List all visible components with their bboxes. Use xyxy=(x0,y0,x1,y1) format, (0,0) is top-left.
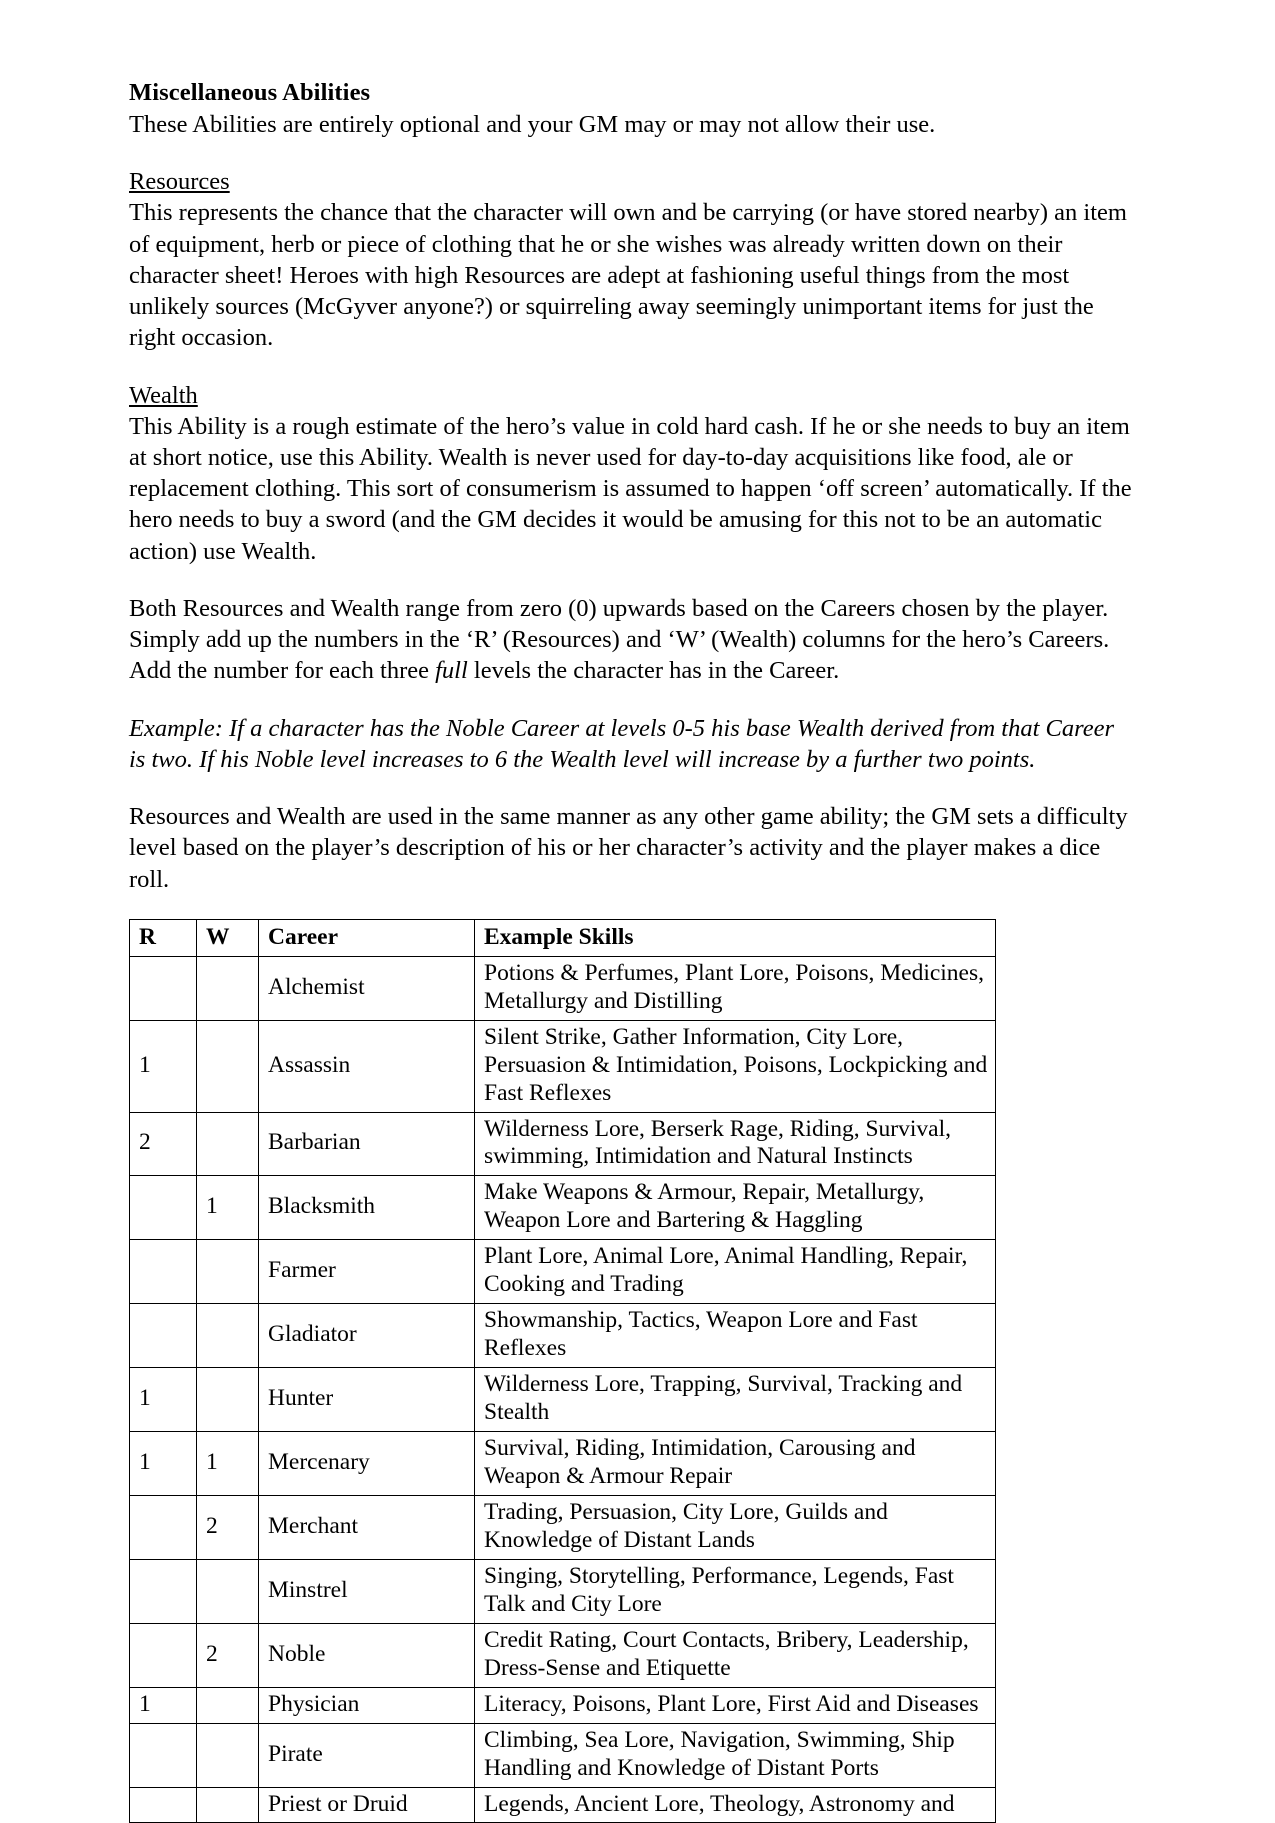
resources-paragraph: This represents the chance that the character will own and be carrying (or have stored nearby) an item of equipment, herb or piece of clothing that he or she wishes was already written down on their character sheet! Heroes with high Resources are adept at fashioning useful things from the most unlikely sources (McGyver anyone?) or squirreling away seemingly unimportant items for just the right occasion. xyxy=(129,199,1127,352)
rules-emphasis: full xyxy=(435,657,468,685)
wealth-label: Wealth xyxy=(129,381,198,409)
rules-part-one: Both Resources and Wealth range from zero (0) upwards based on the Careers chosen by the player. Simply add up the numbers in the ‘R’ (Resources) and ‘W’ (Wealth) columns for the hero’s Careers. Add the number for each three xyxy=(129,594,1110,685)
cell-resources: 1 xyxy=(130,1687,197,1723)
cell-example-skills: Singing, Storytelling, Performance, Legends, Fast Talk and City Lore xyxy=(475,1559,996,1623)
cell-resources: 1 xyxy=(130,1368,197,1432)
cell-example-skills: Credit Rating, Court Contacts, Bribery, Leadership, Dress-Sense and Etiquette xyxy=(475,1623,996,1687)
wealth-section-header xyxy=(129,380,1135,411)
column-header-resources: R xyxy=(130,919,197,956)
cell-resources xyxy=(130,1240,197,1304)
cell-wealth xyxy=(197,1559,259,1623)
cell-career-name: Noble xyxy=(259,1623,475,1687)
cell-example-skills: Plant Lore, Animal Lore, Animal Handling, Repair, Cooking and Trading xyxy=(475,1240,996,1304)
cell-wealth: 2 xyxy=(197,1495,259,1559)
cell-wealth xyxy=(197,956,259,1020)
example-paragraph: Example: If a character has the Noble Career at levels 0-5 his base Wealth derived from that Career is two. If his Noble level increases to 6 the Wealth level will increase by a further two points. xyxy=(129,714,1115,773)
cell-career-name: Blacksmith xyxy=(259,1176,475,1240)
cell-resources xyxy=(130,1495,197,1559)
cell-example-skills: Showmanship, Tactics, Weapon Lore and Fast Reflexes xyxy=(475,1304,996,1368)
cell-wealth xyxy=(197,1304,259,1368)
table-row xyxy=(130,1432,996,1496)
resources-label: Resources xyxy=(129,168,230,196)
cell-career-name: Pirate xyxy=(259,1723,475,1787)
table-row xyxy=(130,1559,996,1623)
column-header-skills: Example Skills xyxy=(475,919,996,956)
cell-wealth xyxy=(197,1687,259,1723)
table-row xyxy=(130,1623,996,1687)
table-row xyxy=(130,1304,996,1368)
cell-example-skills: Wilderness Lore, Berserk Rage, Riding, Survival, swimming, Intimidation and Natural Instincts xyxy=(475,1112,996,1176)
cell-career-name: Merchant xyxy=(259,1495,475,1559)
cell-example-skills: Survival, Riding, Intimidation, Carousing and Weapon & Armour Repair xyxy=(475,1432,996,1496)
cell-wealth xyxy=(197,1020,259,1112)
career-table-header xyxy=(130,919,996,956)
cell-wealth: 1 xyxy=(197,1432,259,1496)
cell-resources xyxy=(130,956,197,1020)
career-table-body xyxy=(130,956,996,1823)
table-header-row xyxy=(130,919,996,956)
cell-career-name: Minstrel xyxy=(259,1559,475,1623)
cell-wealth xyxy=(197,1368,259,1432)
spacer xyxy=(129,567,1135,593)
cell-wealth: 1 xyxy=(197,1176,259,1240)
table-row xyxy=(130,1687,996,1723)
cell-career-name: Assassin xyxy=(259,1020,475,1112)
career-table xyxy=(129,919,996,1823)
cell-example-skills: Make Weapons & Armour, Repair, Metallurgy, Weapon Lore and Bartering & Haggling xyxy=(475,1176,996,1240)
cell-wealth xyxy=(197,1240,259,1304)
resources-section-header xyxy=(129,166,1135,197)
rules-part-two: levels the character has in the Career. xyxy=(467,657,840,685)
cell-wealth: 2 xyxy=(197,1623,259,1687)
wealth-paragraph: This Ability is a rough estimate of the hero’s value in cold hard cash. If he or she needs to buy an item at short notice, use this Ability. Wealth is never used for day-to-day acquisitions like food, ale or replacement clothing. This sort of consumerism is assumed to happen ‘off screen’ automatically. If the hero needs to buy a sword (and the GM decides it would be amusing for this not to be an automatic action) use Wealth. xyxy=(129,412,1132,565)
cell-example-skills: Wilderness Lore, Trapping, Survival, Tracking and Stealth xyxy=(475,1368,996,1432)
spacer xyxy=(129,775,1135,801)
spacer xyxy=(129,354,1135,380)
cell-resources xyxy=(130,1176,197,1240)
table-row xyxy=(130,1787,996,1823)
cell-resources: 1 xyxy=(130,1020,197,1112)
cell-example-skills: Climbing, Sea Lore, Navigation, Swimming, Ship Handling and Knowledge of Distant Ports xyxy=(475,1723,996,1787)
cell-resources xyxy=(130,1304,197,1368)
cell-career-name: Hunter xyxy=(259,1368,475,1432)
cell-example-skills: Legends, Ancient Lore, Theology, Astronomy and xyxy=(475,1787,996,1823)
cell-example-skills: Literacy, Poisons, Plant Lore, First Aid and Diseases xyxy=(475,1687,996,1723)
cell-wealth xyxy=(197,1787,259,1823)
cell-career-name: Barbarian xyxy=(259,1112,475,1176)
cell-career-name: Physician xyxy=(259,1687,475,1723)
cell-resources: 2 xyxy=(130,1112,197,1176)
table-row xyxy=(130,956,996,1020)
cell-career-name: Alchemist xyxy=(259,956,475,1020)
rules-paragraph xyxy=(129,593,1135,687)
cell-example-skills: Potions & Perfumes, Plant Lore, Poisons, Medicines, Metallurgy and Distilling xyxy=(475,956,996,1020)
table-row xyxy=(130,1723,996,1787)
table-row xyxy=(130,1176,996,1240)
cell-resources xyxy=(130,1787,197,1823)
spacer xyxy=(129,140,1135,166)
column-header-career: Career xyxy=(259,919,475,956)
spacer xyxy=(129,687,1135,713)
cell-career-name: Mercenary xyxy=(259,1432,475,1496)
table-row xyxy=(130,1112,996,1176)
table-row xyxy=(130,1020,996,1112)
cell-example-skills: Trading, Persuasion, City Lore, Guilds and Knowledge of Distant Lands xyxy=(475,1495,996,1559)
cell-wealth xyxy=(197,1723,259,1787)
cell-resources xyxy=(130,1623,197,1687)
cell-resources xyxy=(130,1723,197,1787)
table-row xyxy=(130,1495,996,1559)
cell-example-skills: Silent Strike, Gather Information, City Lore, Persuasion & Intimidation, Poisons, Lockpicking and Fast Reflexes xyxy=(475,1020,996,1112)
cell-career-name: Priest or Druid xyxy=(259,1787,475,1823)
cell-career-name: Gladiator xyxy=(259,1304,475,1368)
closing-paragraph: Resources and Wealth are used in the same manner as any other game ability; the GM sets a difficulty level based on the player’s description of his or her character’s activity and the player makes a dice roll. xyxy=(129,803,1128,893)
cell-resources xyxy=(130,1559,197,1623)
cell-wealth xyxy=(197,1112,259,1176)
table-row xyxy=(130,1240,996,1304)
cell-career-name: Farmer xyxy=(259,1240,475,1304)
cell-resources: 1 xyxy=(130,1432,197,1496)
page-title: Miscellaneous Abilities xyxy=(129,79,371,106)
column-header-wealth: W xyxy=(197,919,259,956)
intro-paragraph: These Abilities are entirely optional and your GM may or may not allow their use. xyxy=(129,110,936,138)
table-row xyxy=(130,1368,996,1432)
